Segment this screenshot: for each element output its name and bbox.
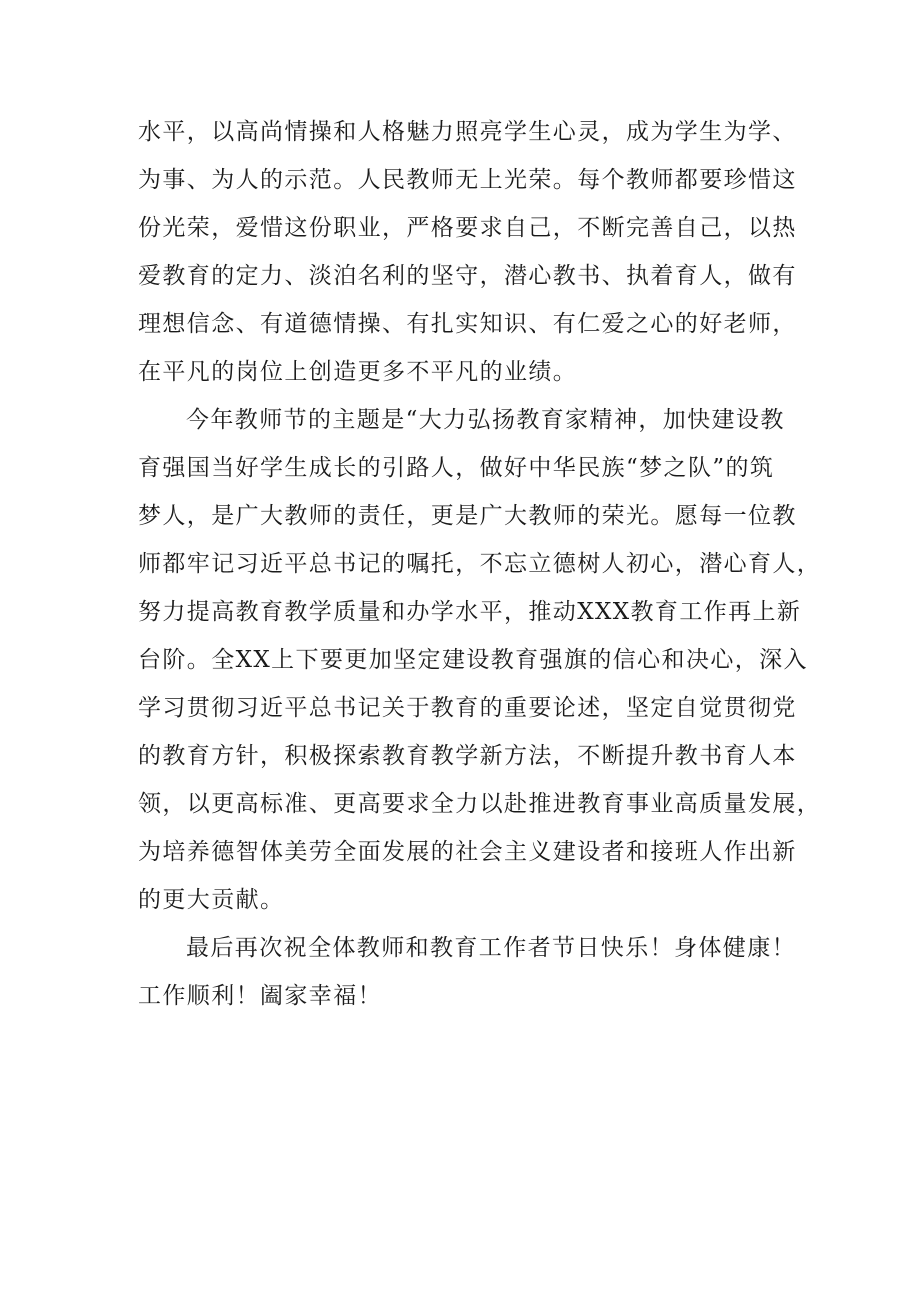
paragraph-1-line-1: 水平，以高尚情操和人格魅力照亮学生心灵，成为学生为学、 [138,119,797,145]
paragraph-2-line-4: 师都牢记习近平总书记的嘱托，不忘立德树人初心，潜心育人， [138,551,822,577]
paragraph-1-line-5: 理想信念、有道德情操、有扎实知识、有仁爱之心的好老师， [138,311,797,337]
paragraph-2-line-1: 今年教师节的主题是“大力弘扬教育家精神，加快建设教 [186,407,785,433]
paragraph-2-line-2: 育强国当好学生成长的引路人，做好中华民族“梦之队”的筑 [138,455,775,481]
paragraph-2-line-6: 台阶。全XX上下要更加坚定建设教育强旗的信心和决心，深入 [138,647,808,673]
paragraph-1-line-2: 为事、为人的示范。人民教师无上光荣。每个教师都要珍惜这 [138,167,797,193]
paragraph-2-line-8: 的教育方针，积极探索教育教学新方法，不断提升教书育人本 [138,743,797,769]
paragraph-2-line-5: 努力提高教育教学质量和办学水平，推动XXX教育工作再上新 [138,599,802,625]
paragraph-3-line-1: 最后再次祝全体教师和教育工作者节日快乐！身体健康！ [186,935,796,961]
paragraph-2-line-9: 领，以更高标准、更高要求全力以赴推进教育事业高质量发展， [138,791,822,817]
paragraph-2-line-10: 为培养德智体美劳全面发展的社会主义建设者和接班人作出新 [138,839,797,865]
paragraph-1-line-6: 在平凡的岗位上创造更多不平凡的业绩。 [138,359,578,385]
paragraph-1-line-4: 爱教育的定力、淡泊名利的坚守，潜心教书、执着育人，做有 [138,263,797,289]
paragraph-1-line-3: 份光荣，爱惜这份职业，严格要求自己，不断完善自己，以热 [138,215,797,241]
paragraph-2-line-11: 的更大贡献。 [138,887,285,913]
paragraph-2-line-7: 学习贯彻习近平总书记关于教育的重要论述，坚定自觉贯彻党 [138,695,797,721]
paragraph-3-line-2: 工作顺利！阖家幸福！ [138,983,382,1009]
document-body [138,108,822,1020]
paragraph-2-line-3: 梦人，是广大教师的责任，更是广大教师的荣光。愿每一位教 [138,503,797,529]
